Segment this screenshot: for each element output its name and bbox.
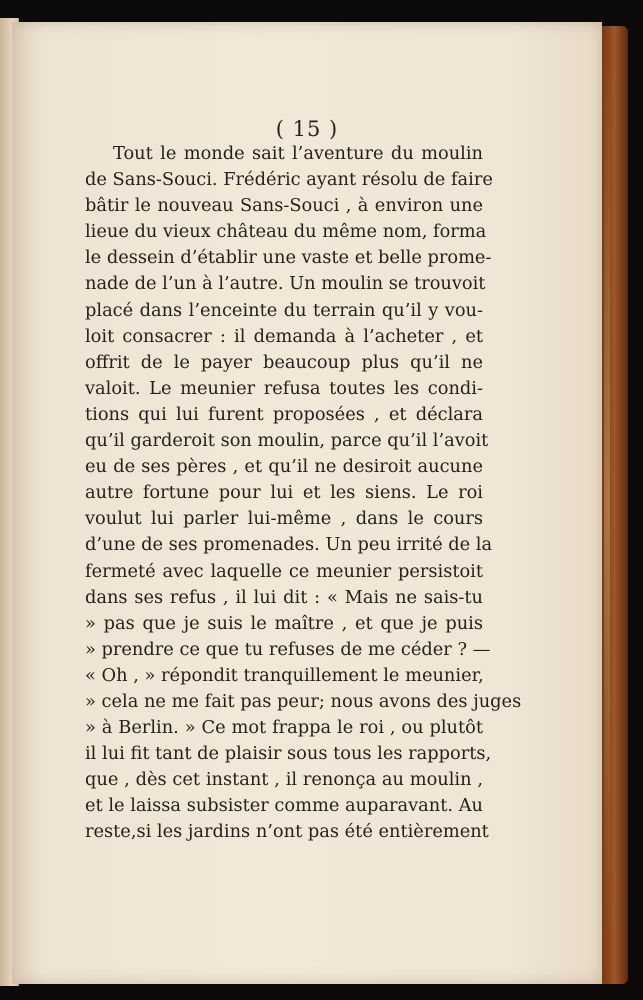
text-line: il lui fit tant de plaisir sous tous les rapports,	[85, 743, 492, 765]
text-line: » pas que je suis le maître , et que je puis	[85, 612, 483, 634]
text-line: nade de l’un à l’autre. Un moulin se trouvoit	[85, 273, 486, 295]
text-line: bâtir le nouveau Sans-Souci , à environ une	[85, 195, 483, 217]
text-line: lieue du vieux château du même nom, forma	[85, 221, 487, 243]
text-line: Tout le monde sait l’aventure du moulin	[113, 143, 483, 164]
text-line: que , dès cet instant , il renonça au moulin ,	[85, 769, 483, 791]
book-spine	[598, 26, 628, 984]
text-line: reste,si les jardins n’ont pas été entièrement	[85, 821, 489, 843]
text-line: de Sans-Souci. Frédéric ayant résolu de faire	[85, 169, 493, 191]
text-line: tions qui lui furent proposées , et déclara	[85, 403, 483, 425]
text-line: » prendre ce que tu refuses de me céder ? —	[85, 638, 491, 660]
text-line: » cela ne me fait pas peur; nous avons des juges	[85, 690, 522, 712]
text-line: loit consacrer : il demanda à l’acheter , et	[85, 325, 483, 347]
text-line: fermeté avec laquelle ce meunier persistoit	[85, 560, 483, 582]
spine-highlight	[604, 60, 610, 940]
text-line: autre fortune pour lui et les siens. Le roi	[85, 482, 483, 504]
page-number: ( 15 )	[275, 117, 339, 141]
text-line: offrit de le payer beaucoup plus qu’il ne	[85, 351, 483, 373]
text-line: » à Berlin. » Ce mot frappa le roi , ou plutôt	[85, 717, 483, 739]
text-line: d’une de ses promenades. Un peu irrité de la	[85, 534, 493, 556]
text-line: et le laissa subsister comme auparavant. Au	[85, 795, 483, 817]
text-line: voulut lui parler lui-même , dans le cours	[85, 508, 483, 530]
text-line: eu de ses pères , et qu’il ne desiroit aucune	[85, 456, 483, 478]
text-line: « Oh , » répondit tranquillement le meunier,	[85, 664, 484, 686]
text-line: le dessein d’établir une vaste et belle prome-	[85, 247, 492, 269]
text-line: valoit. Le meunier refusa toutes les condi-	[85, 377, 483, 399]
text-line: dans ses refus , il lui dit : « Mais ne sais-tu	[85, 586, 483, 608]
body-text	[85, 141, 522, 846]
text-line: qu’il garderoit son moulin, parce qu’il l’avoit	[85, 430, 489, 452]
text-line: placé dans l’enceinte du terrain qu’il y vou-	[85, 299, 483, 321]
